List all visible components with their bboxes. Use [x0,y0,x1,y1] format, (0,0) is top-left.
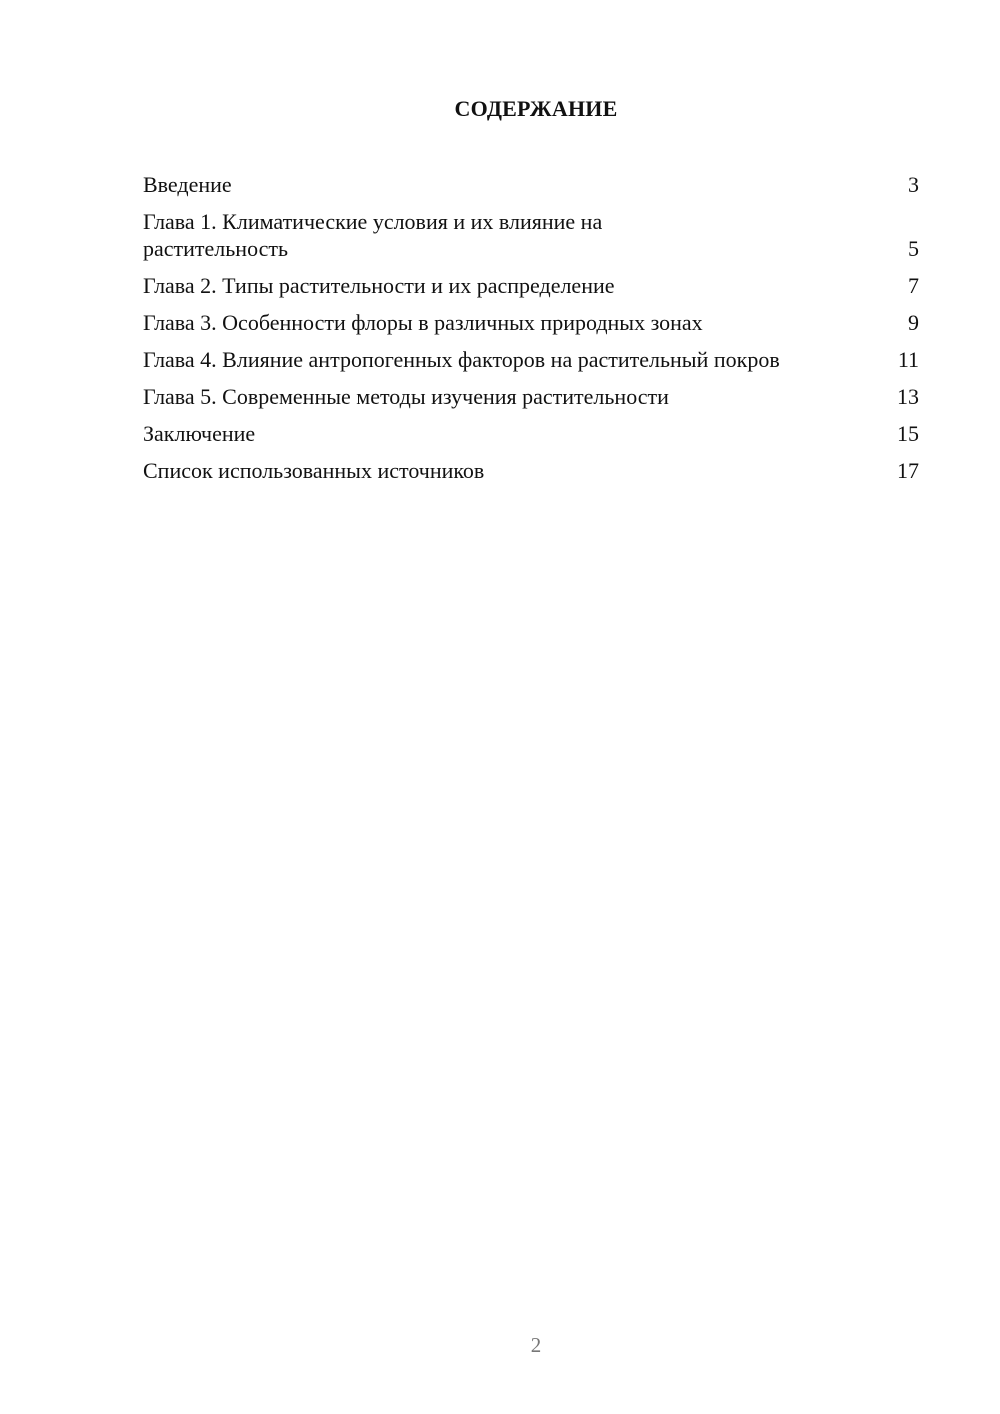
toc-entry-page: 7 [908,273,919,298]
toc-entry-label: Список использованных источников [143,458,485,483]
page-title: СОДЕРЖАНИЕ [454,96,618,121]
toc-entry-label: Глава 4. Влияние антропогенных факторов на растительный покров [143,347,780,372]
toc-entry-page: 17 [897,458,919,483]
toc-entry-references [143,457,919,484]
toc-entry-page: 15 [897,421,919,446]
page-number: 2 [530,1333,542,1357]
table-of-contents [143,171,919,494]
toc-entry-chapter-4 [143,346,919,373]
toc-entry-label: Глава 5. Современные методы изучения растительности [143,384,669,409]
toc-entry-page: 11 [897,347,919,372]
toc-entry-label: Глава 3. Особенности флоры в различных природных зонах [143,310,703,335]
toc-entry-label: Глава 2. Типы растительности и их распределение [143,273,615,298]
toc-entry-label: Глава 1. Климатические условия и их влияние на растительность [143,209,603,261]
toc-entry-chapter-1 [143,208,919,262]
toc-entry-chapter-5 [143,383,919,410]
toc-entry-label: Введение [143,172,232,197]
toc-entry-introduction [143,171,919,198]
toc-entry-label: Заключение [143,421,256,446]
toc-entry-page: 5 [908,236,919,261]
toc-entry-page: 13 [897,384,919,409]
toc-entry-page: 3 [908,172,919,197]
toc-entry-chapter-2 [143,272,919,299]
toc-entry-page: 9 [908,310,919,335]
toc-entry-chapter-3 [143,309,919,336]
toc-entry-conclusion [143,420,919,447]
